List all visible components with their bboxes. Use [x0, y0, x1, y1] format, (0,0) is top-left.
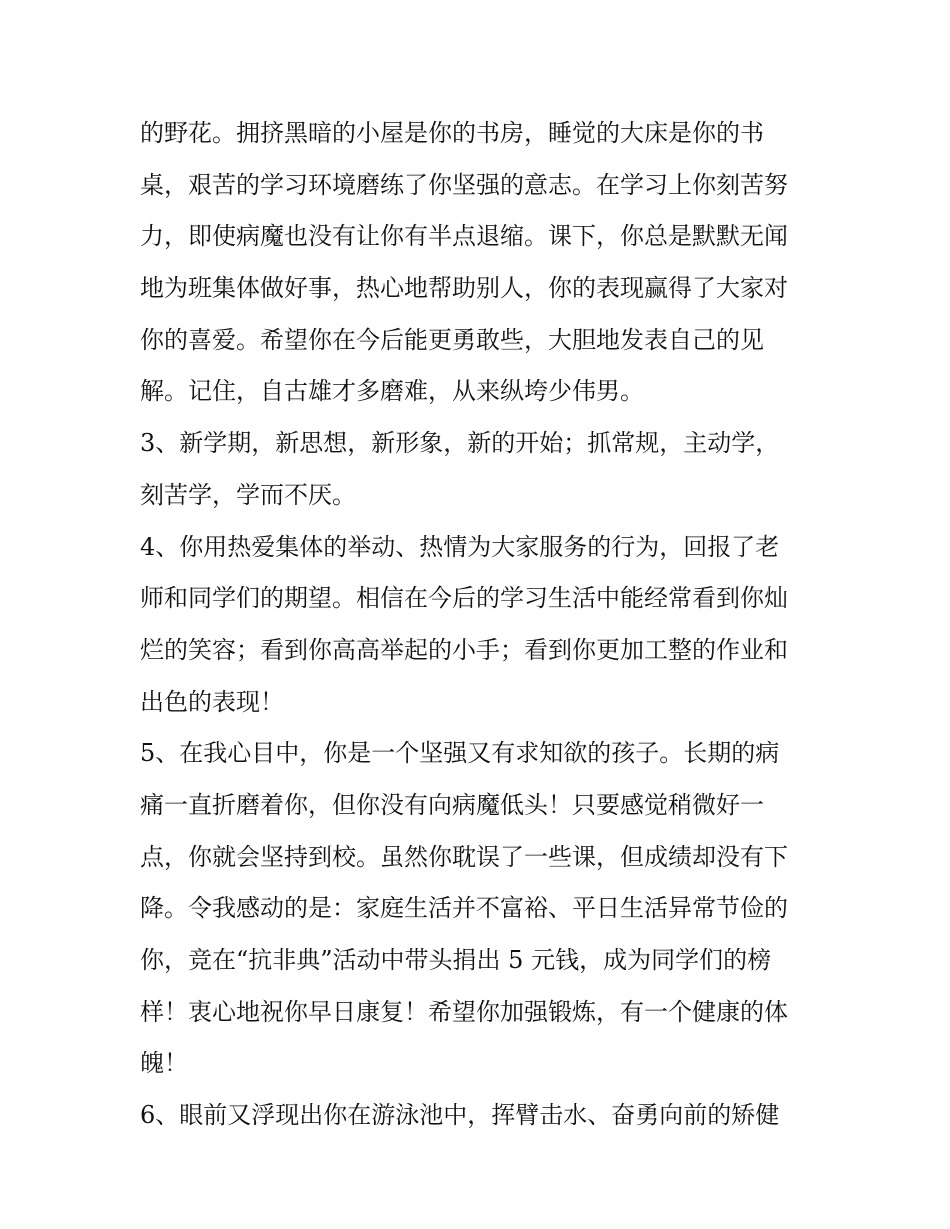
text-line: 点，你就会坚持到校。虽然你耽误了一些课，但成绩却没有下 — [140, 842, 788, 871]
text-line: 痛一直折磨着你，但你没有向病魔低头！只要感觉稍微好一 — [140, 790, 764, 819]
text-line: 桌，艰苦的学习环境磨练了你坚强的意志。在学习上你刻苦努 — [140, 170, 788, 199]
text-line: 的野花。拥挤黑暗的小屋是你的书房，睡觉的大床是你的书 — [140, 119, 764, 147]
text-line: 刻苦学，学而不厌。 — [140, 480, 356, 509]
text-line: 样！衷心地祝你早日康复！希望你加强锻炼，有一个健康的体 — [140, 997, 788, 1026]
text-line: 烂的笑容；看到你高高举起的小手；看到你更加工整的作业和 — [140, 635, 788, 664]
text-line: 师和同学们的期望。相信在今后的学习生活中能经常看到你灿 — [140, 584, 788, 613]
item-3-line: 3、新学期，新思想，新形象，新的开始；抓常规，主动学， — [140, 429, 780, 458]
document-text — [140, 108, 840, 1142]
text-line: 地为班集体做好事，热心地帮助别人，你的表现赢得了大家对 — [140, 274, 788, 303]
text-line: 解。记住，自古雄才多磨难，从来纵垮少伟男。 — [140, 377, 644, 406]
item-6-line: 6、眼前又浮现出你在游泳池中，挥臂击水、奋勇向前的矫健 — [140, 1101, 780, 1130]
text-line: 降。令我感动的是：家庭生活并不富裕、平日生活异常节俭的 — [140, 894, 788, 923]
item-4-line: 4、你用热爱集体的举动、热情为大家服务的行为，回报了老 — [140, 532, 780, 561]
text-line: 你，竞在“抗非典”活动中带头捐出 5 元钱，成为同学们的榜 — [140, 946, 772, 974]
text-line: 力，即使病魔也没有让你有半点退缩。课下，你总是默默无闻 — [140, 222, 788, 251]
text-line: 你的喜爱。希望你在今后能更勇敢些，大胆地发表自己的见 — [140, 325, 764, 354]
item-5-line: 5、在我心目中，你是一个坚强又有求知欲的孩子。长期的病 — [140, 739, 780, 768]
text-line: 魄！ — [140, 1049, 188, 1078]
text-line: 出色的表现！ — [140, 687, 284, 716]
